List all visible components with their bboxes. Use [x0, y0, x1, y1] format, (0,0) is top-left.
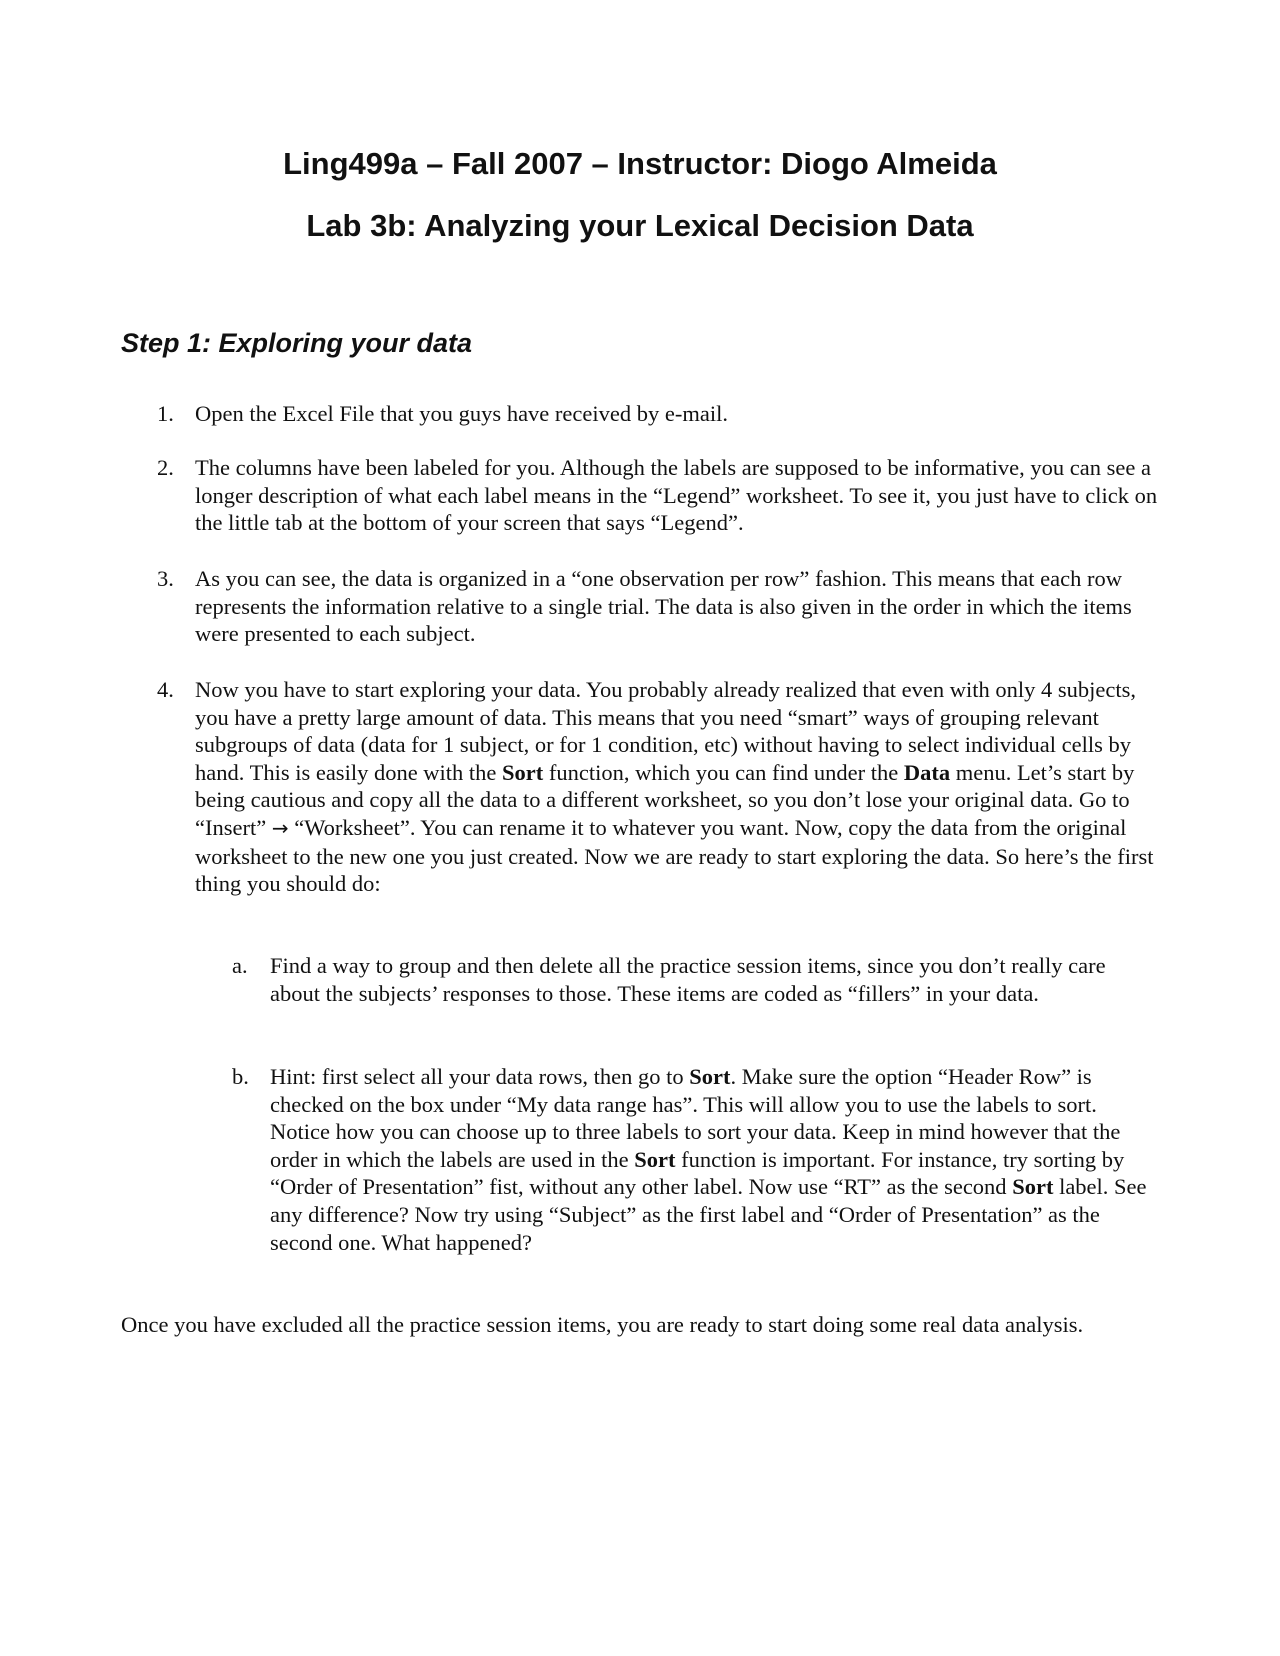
step-heading: Step 1: Exploring your data: [121, 328, 473, 358]
sub-item-text: Find a way to group and then delete all the practice session items, since you don’t really care about the subjects’ responses to those. These items are coded as “fillers” in your data.: [270, 953, 1106, 1006]
sub-item-letter: a.: [232, 953, 248, 978]
sub-item-letter: b.: [232, 1064, 249, 1089]
list-number: 3.: [157, 566, 174, 591]
list-item-text: Open the Excel File that you guys have received by e-mail.: [195, 401, 728, 426]
list-item-4: [157, 676, 1160, 898]
list-item-text-part: “Worksheet”. You can rename it to whatever you want. Now, copy the data from the original worksheet to the new one you just created. Now we are ready to start exploring the data. So here’s the first thing you should do:: [195, 814, 1154, 897]
list-number: 2.: [157, 455, 174, 480]
list-item-text: The columns have been labeled for you. Although the labels are supposed to be informative, you can see a longer description of what each label means in the “Legend” worksheet. To see it, you just have to click on the little tab at the bottom of your screen that says “Legend”.: [195, 455, 1158, 536]
data-menu-keyword: Data: [903, 759, 951, 785]
list-item-text-part: function, which you can find under the: [543, 759, 904, 785]
lab-title: Lab 3b: Analyzing your Lexical Decision Data: [306, 208, 974, 243]
list-item-3: [157, 565, 1160, 648]
list-item-text-part: Now you have to start exploring your data. You probably already realized that even with only 4 subjects, you have a pretty large amount of data. This means that you need “smart” ways of grouping relevant subgroups of data (data for 1 subject, or for 1 condition, etc) without having to select individual cells by hand. This is easily done with the: [195, 677, 1137, 785]
sort-keyword: Sort: [634, 1146, 676, 1172]
sub-item-text-part: . Make sure the option “Header Row” is checked on the box under “My data range has”. This will allow you to use the labels to sort. Notice how you can choose up to three labels to sort your data. Keep in mind however that the order in which the labels are used in the: [270, 1064, 1121, 1172]
sub-item-text-part: label. See any difference? Now try using “Subject” as the first label and “Order of Presentation” as the second one. What happened?: [270, 1174, 1147, 1255]
list-item-2: [157, 454, 1160, 537]
closing-paragraph: Once you have excluded all the practice session items, you are ready to start doing some real data analysis.: [121, 1312, 1084, 1337]
list-number: 1.: [157, 401, 174, 426]
sort-keyword: Sort: [689, 1064, 731, 1089]
sub-item-b: [232, 1063, 1160, 1256]
list-item-text-part: menu. Let’s start by being cautious and copy all the data to a different worksheet, so you don’t lose your original data. Go to “Insert”: [195, 759, 1135, 840]
list-item-text: As you can see, the data is organized in a “one observation per row” fashion. This means that each row represents the information relative to a single trial. The data is also given in the order in which the items were presented to each subject.: [195, 566, 1132, 647]
course-title: Ling499a – Fall 2007 – Instructor: Diogo Almeida: [283, 146, 997, 181]
sub-item-text-part: Hint: first select all your data rows, then go to: [270, 1064, 690, 1089]
sort-keyword: Sort: [1012, 1174, 1054, 1200]
right-arrow-icon: →: [271, 815, 289, 840]
sub-item-a: [232, 952, 1160, 1007]
list-item-1: [157, 400, 1160, 428]
sub-item-text-part: function is important. For instance, try sorting by “Order of Presentation” fist, without any other label. Now use “RT” as the second: [270, 1146, 1125, 1200]
list-number: 4.: [157, 677, 174, 702]
sort-keyword: Sort: [502, 759, 544, 785]
